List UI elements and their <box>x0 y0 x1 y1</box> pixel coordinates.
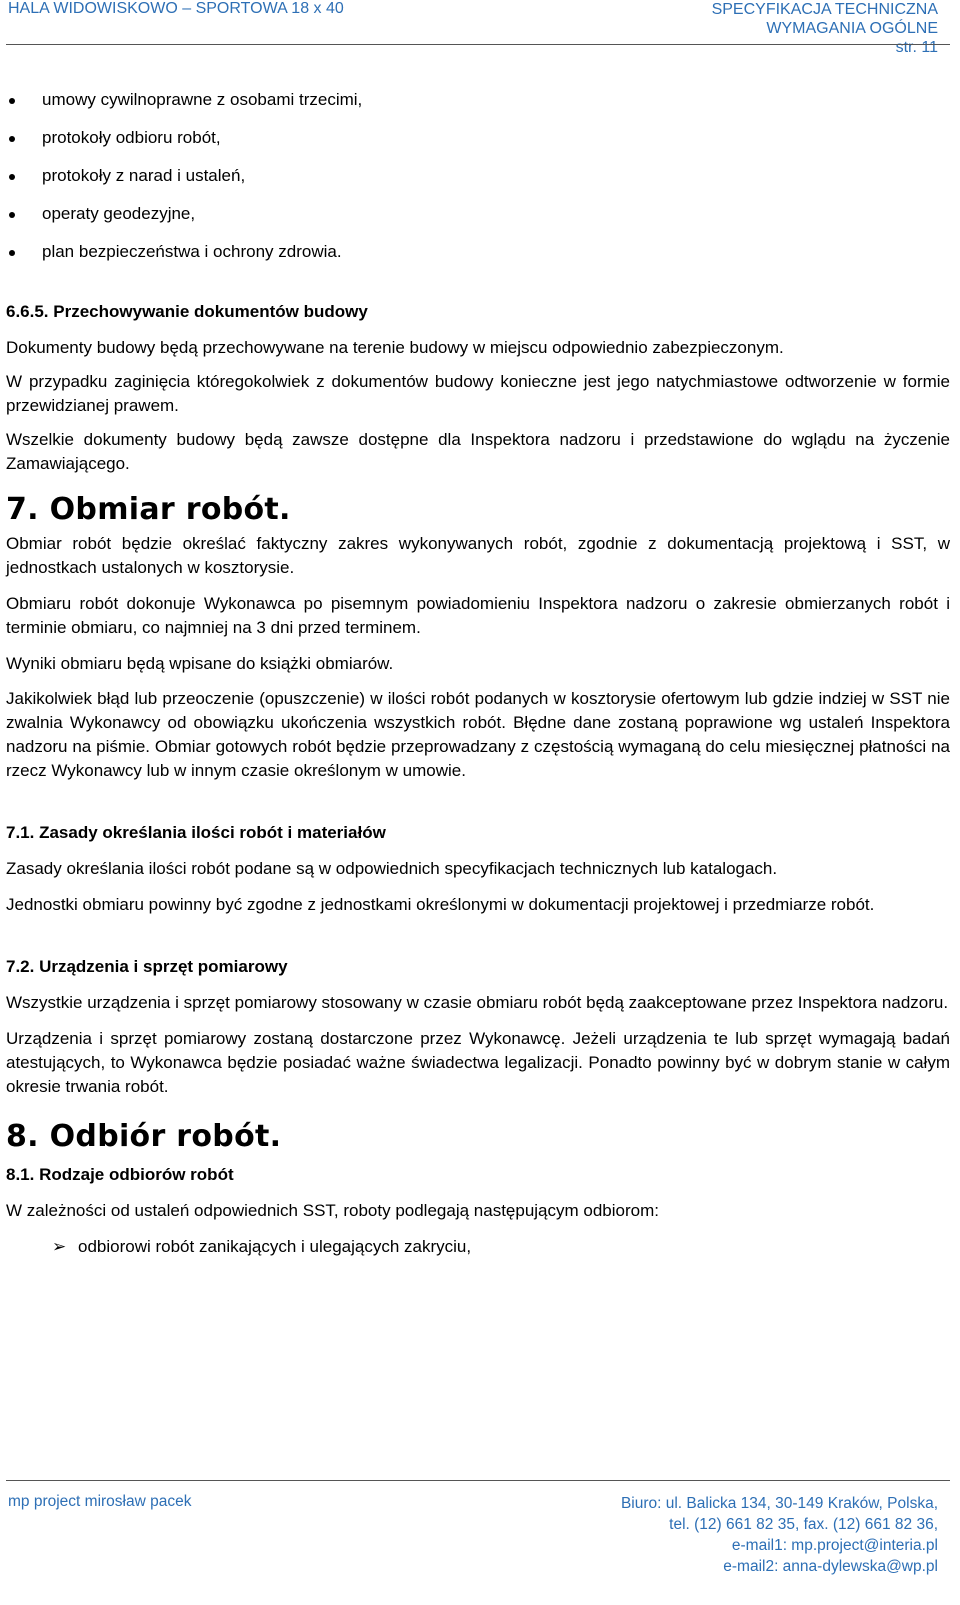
footer-phone: tel. (12) 661 82 35, fax. (12) 661 82 36, <box>669 1516 938 1533</box>
paragraph: Dokumenty budowy będą przechowywane na terenie budowy w miejscu odpowiednio zabezpieczonym. <box>6 338 784 357</box>
footer-contact <box>621 1493 938 1577</box>
footer-email-1: e-mail1: mp.project@interia.pl <box>731 1537 938 1554</box>
footer-divider <box>6 1480 950 1481</box>
document-list <box>6 88 950 278</box>
bullet-icon <box>9 174 15 180</box>
section-heading-81: 8.1. Rodzaje odbiorów robót <box>6 1165 234 1184</box>
footer-email-2: e-mail2: anna-dylewska@wp.pl <box>723 1558 938 1575</box>
list-item: protokoły odbioru robót, <box>6 126 950 164</box>
arrow-list <box>6 1235 950 1259</box>
paragraph: Jakikolwiek błąd lub przeoczenie (opuszczenie) w ilości robót podanych w kosztorysie ofertowym lub gdzie indziej w SST nie zwalnia Wykonawcy od obowiązku ukończenia wszystkich robót. Błędne dane zostaną poprawione wg ustaleń Inspektora nadzoru na piśmie. Obmiar gotowych robót będzie przeprowadzany z częstością wymaganą do celu miesięcznej płatności na rzecz Wykonawcy lub w innym czasie określonym w umowie. <box>6 689 950 780</box>
list-item: operaty geodezyjne, <box>6 202 950 240</box>
bullet-icon <box>9 136 15 142</box>
footer-address: Biuro: ul. Balicka 134, 30-149 Kraków, Polska, <box>620 1495 938 1512</box>
paragraph: Jednostki obmiaru powinny być zgodne z jednostkami określonymi w dokumentacji projektowej i przedmiarze robót. <box>6 895 875 914</box>
section-heading-8: 8. Odbiór robót. <box>6 1119 282 1154</box>
list-item: plan bezpieczeństwa i ochrony zdrowia. <box>6 240 950 278</box>
arrow-bullet-icon: ➢ <box>52 1237 67 1256</box>
page-header <box>0 0 960 56</box>
paragraph: Wszelkie dokumenty budowy będą zawsze dostępne dla Inspektora nadzoru i przedstawione do wglądu na życzenie Zamawiającego. <box>6 430 950 473</box>
paragraph: Urządzenia i sprzęt pomiarowy zostaną dostarczone przez Wykonawcę. Jeżeli urządzenia te lub sprzęt wymagają badań atestujących, to Wykonawca będzie posiadać ważne świadectwa legalizacji. Ponadto powinny być w dobrym stanie w całym okresie trwania robót. <box>6 1029 950 1096</box>
header-project-title: HALA WIDOWISKOWO – SPORTOWA 18 x 40 <box>8 0 344 17</box>
paragraph: Zasady określania ilości robót podane są w odpowiednich specyfikacjach technicznych lub katalogach. <box>6 859 778 878</box>
header-divider <box>6 44 950 45</box>
section-heading-7: 7. Obmiar robót. <box>6 492 291 527</box>
section-heading-665: 6.6.5. Przechowywanie dokumentów budowy <box>6 302 368 321</box>
section-heading-71: 7.1. Zasady określania ilości robót i materiałów <box>6 823 386 842</box>
bullet-icon <box>9 250 15 256</box>
list-item: protokoły z narad i ustaleń, <box>6 164 950 202</box>
header-page-number: str. 11 <box>895 39 938 56</box>
paragraph: W przypadku zaginięcia któregokolwiek z dokumentów budowy konieczne jest jego natychmiastowe odtworzenie w formie przewidzianej prawem. <box>6 372 950 415</box>
header-doc-section: WYMAGANIA OGÓLNE <box>766 20 938 37</box>
footer-company: mp project mirosław pacek <box>8 1493 192 1510</box>
list-item: umowy cywilnoprawne z osobami trzecimi, <box>6 88 950 126</box>
paragraph: Obmiar robót będzie określać faktyczny zakres wykonywanych robót, zgodnie z dokumentacją projektową i SST, w jednostkach ustalonych w kosztorysie. <box>6 534 950 577</box>
paragraph: W zależności od ustaleń odpowiednich SST, roboty podlegają następującym odbiorom: <box>6 1201 659 1220</box>
bullet-icon <box>9 98 15 104</box>
header-doc-type: SPECYFIKACJA TECHNICZNA <box>711 1 938 18</box>
list-item: ➢ odbiorowi robót zanikających i ulegających zakryciu, <box>6 1235 950 1259</box>
paragraph: Wyniki obmiaru będą wpisane do książki obmiarów. <box>6 654 394 673</box>
document-body <box>6 88 950 1259</box>
section-heading-72: 7.2. Urządzenia i sprzęt pomiarowy <box>6 957 288 976</box>
paragraph: Obmiaru robót dokonuje Wykonawca po pisemnym powiadomieniu Inspektora nadzoru o zakresie obmierzanych robót i terminie obmiaru, co najmniej na 3 dni przed terminem. <box>6 594 950 637</box>
paragraph: Wszystkie urządzenia i sprzęt pomiarowy stosowany w czasie obmiaru robót będą zaakceptowane przez Inspektora nadzoru. <box>6 993 949 1012</box>
header-doc-info <box>712 0 938 57</box>
bullet-icon <box>9 212 15 218</box>
